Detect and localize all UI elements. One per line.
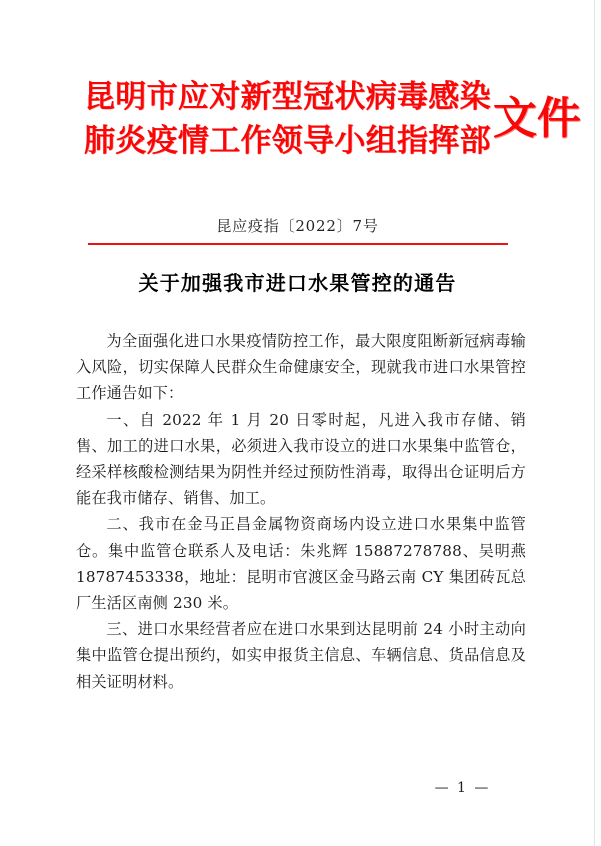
body-paragraph-item-1: 一、自 2022 年 1 月 20 日零时起，凡进入我市存储、销售、加工的进口水果，必须进入我市设立的进口水果集中监管仓，经采样核酸检测结果为阴性并经过预防性消毒，取得出仓证明后方能在我市储存、销售、加工。	[76, 410, 526, 508]
letterhead-inner	[84, 66, 581, 171]
document-body	[76, 328, 526, 695]
document-serial-number: 昆应疫指〔2022〕7号	[216, 217, 379, 235]
issuing-organization	[84, 75, 491, 163]
document-title: 关于加强我市进口水果管控的通告	[138, 271, 457, 295]
body-paragraph-item-2: 二、我市在金马正昌金属物资商场内设立进口水果集中监管仓。集中监管仓联系人及电话：朱兆辉 15887278788、吴明燕 18787453338，地址：昆明市官渡区金马路云南 CY 集团砖瓦总厂生活区南侧 230 米。	[76, 515, 526, 613]
org-line-1: 昆明市应对新型冠状病毒感染	[84, 78, 491, 115]
letterhead-divider	[88, 243, 508, 245]
body-paragraph-item-3: 三、进口水果经营者应在进口水果到达昆明前 24 小时主动向集中监管仓提出预约，如实申报货主信息、车辆信息、货品信息及相关证明材料。	[76, 620, 526, 691]
page-number: — 1 —	[434, 780, 491, 796]
letterhead-document-word: 文件	[492, 92, 581, 144]
body-paragraph-intro: 为全面强化进口水果疫情防控工作，最大限度阻断新冠病毒输入风险，切实保障人民群众生命健康安全，现就我市进口水果管控工作通告如下：	[76, 332, 526, 403]
org-line-2: 肺炎疫情工作领导小组指挥部	[84, 122, 491, 159]
page-footer	[0, 780, 595, 796]
letterhead	[0, 66, 595, 171]
